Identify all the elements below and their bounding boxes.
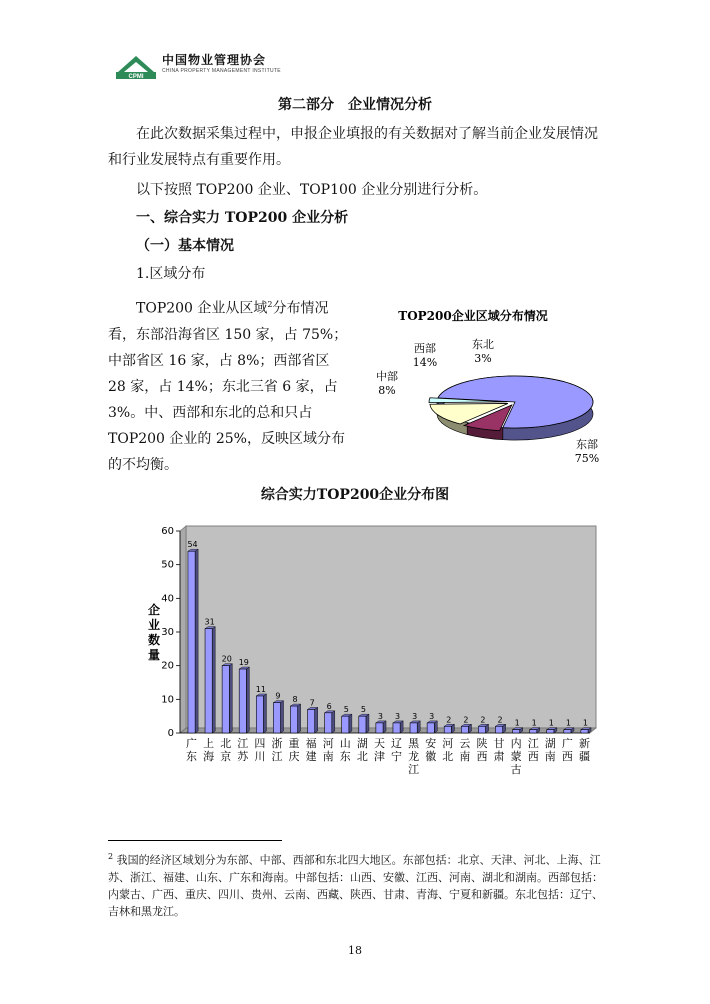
y-axis-label-char: 业 <box>147 618 161 632</box>
x-tick-label-char: 辽 <box>391 737 403 750</box>
bar-value-label: 1 <box>514 718 520 728</box>
x-tick-label-char: 北 <box>442 750 454 763</box>
bar-云南 <box>461 726 468 733</box>
x-tick-label-char: 云 <box>459 737 471 750</box>
x-tick-label-char: 北 <box>356 750 368 763</box>
x-tick-label-char: 宁 <box>391 750 403 763</box>
bar-安徽 <box>427 723 434 733</box>
x-tick-label-char: 河 <box>442 737 454 750</box>
bar-黑龙江 <box>410 723 417 733</box>
heading-2: （一）基本情况 <box>136 238 234 254</box>
x-tick-label-char: 南 <box>322 750 334 763</box>
bar-江苏 <box>239 669 246 733</box>
x-tick-label-char: 建 <box>305 750 317 763</box>
x-tick-label-char: 江 <box>271 750 283 763</box>
section-title: 第二部分 企业情况分析 <box>278 97 432 113</box>
org-name-cn: 中国物业管理协会 <box>162 53 267 67</box>
footnote-rule <box>108 840 282 841</box>
x-tick-label-char: 京 <box>220 750 232 763</box>
pie-label-name: 东部 <box>576 438 598 451</box>
x-tick-label-char: 山 <box>339 737 351 750</box>
bar-湖北 <box>359 716 366 733</box>
bar-value-label: 6 <box>326 701 332 711</box>
y-axis-label-char: 数 <box>147 633 161 647</box>
y-tick-label: 50 <box>161 559 174 571</box>
x-tick-label-char: 蒙 <box>510 750 522 763</box>
bar-湖南 <box>547 730 554 733</box>
x-tick-label-char: 西 <box>476 750 488 763</box>
x-tick-label-char: 津 <box>373 750 385 763</box>
x-tick-label-char: 庆 <box>288 750 300 763</box>
bar-value-label: 3 <box>429 711 435 721</box>
bar-value-label: 2 <box>463 715 469 725</box>
region-paragraph <box>108 292 348 478</box>
x-tick-label-char: 甘 <box>493 737 505 750</box>
bar-value-label: 2 <box>480 715 486 725</box>
x-tick-label-char: 古 <box>510 763 522 776</box>
bar-side <box>349 714 352 733</box>
pie-label-value: 8% <box>378 384 396 397</box>
bar-side <box>298 704 301 733</box>
bar-value-label: 5 <box>360 705 366 715</box>
x-tick-label-char: 徽 <box>425 750 437 763</box>
bar-浙江 <box>273 703 280 733</box>
x-tick-label-char: 龙 <box>408 750 420 763</box>
bar-side <box>263 694 266 733</box>
bar-新疆 <box>581 730 588 733</box>
x-tick-label-char: 江 <box>237 737 249 750</box>
bar-陕西 <box>478 726 485 733</box>
page-number: 18 <box>348 944 362 957</box>
region-paragraph-start: TOP200 企业从区域 <box>136 300 268 317</box>
x-tick-label-char: 肃 <box>493 750 505 763</box>
x-tick-label-char: 南 <box>459 750 471 763</box>
bar-value-label: 5 <box>343 705 349 715</box>
bar-value-label: 2 <box>497 715 503 725</box>
y-tick-label: 0 <box>167 728 174 739</box>
x-tick-label-char: 四 <box>254 737 266 750</box>
pie-chart-title: TOP200企业区域分布情况 <box>398 309 548 323</box>
bar-value-label: 31 <box>204 617 215 627</box>
bar-side <box>315 707 318 733</box>
pie-chart <box>365 302 615 472</box>
footnote-text: 我国的经济区域划分为东部、中部、西部和东北四大地区。东部包括：北京、天津、河北、上海、江苏、浙江、福建、山东、广东和海南。中部包括：山西、安徽、江西、河南、湖北和湖南。西部包括：内蒙古、广西、重庆、四川、贵州、云南、西藏、陕西、甘肃、青海、宁夏和新疆。东北包括：辽宁、吉林和黑龙江。 <box>108 853 603 918</box>
bar-广东 <box>188 551 195 733</box>
footnote-ref[interactable]: 2 <box>267 300 273 309</box>
footnote-number: 2 <box>108 852 114 861</box>
bar-value-label: 9 <box>275 691 281 701</box>
heading-1: 一、综合实力 TOP200 企业分析 <box>136 210 349 226</box>
x-tick-label-char: 南 <box>544 750 556 763</box>
x-tick-label-char: 广 <box>561 737 573 750</box>
bar-value-label: 1 <box>531 718 537 728</box>
x-tick-label-char: 苏 <box>237 750 249 763</box>
bar-chart-title: 综合实力TOP200企业分布图 <box>260 487 450 503</box>
bar-辽宁 <box>393 723 400 733</box>
bar-side <box>229 664 232 733</box>
pie-label-name: 东北 <box>472 338 494 351</box>
pie-label-name: 中部 <box>376 370 398 383</box>
y-axis-label-char: 企 <box>147 603 161 617</box>
bar-value-label: 3 <box>412 711 418 721</box>
bar-side <box>195 549 198 733</box>
bar-value-label: 54 <box>187 540 198 550</box>
bar-天津 <box>376 723 383 733</box>
x-tick-label-char: 东 <box>186 750 198 763</box>
bar-甘肃 <box>495 726 502 733</box>
y-tick-label: 40 <box>161 593 174 605</box>
x-tick-label-char: 湖 <box>356 737 368 750</box>
x-tick-label-char: 黑 <box>408 737 420 750</box>
bar-山东 <box>342 716 349 733</box>
bar-side <box>246 667 249 733</box>
y-tick-label: 10 <box>161 694 174 706</box>
bar-河北 <box>444 726 451 733</box>
pie-label-value: 75% <box>574 452 600 465</box>
bar-上海 <box>205 629 212 733</box>
bar-value-label: 8 <box>292 695 298 705</box>
x-tick-label-char: 西 <box>527 750 539 763</box>
x-tick-label-char: 疆 <box>578 750 590 763</box>
x-tick-label-char: 浙 <box>271 737 283 750</box>
bar-value-label: 19 <box>238 658 249 668</box>
bar-value-label: 1 <box>548 718 554 728</box>
bar-福建 <box>308 709 315 733</box>
x-tick-label-char: 上 <box>203 737 215 750</box>
bar-value-label: 2 <box>446 715 452 725</box>
bar-value-label: 1 <box>582 718 589 728</box>
pie-label-value: 14% <box>412 356 438 369</box>
x-tick-label-char: 海 <box>203 750 215 763</box>
intro-paragraph: 在此次数据采集过程中，申报企业填报的有关数据对了解当前企业发展情况和行业发展特点有重要作用。 <box>108 126 598 168</box>
pie-label-name: 西部 <box>414 342 436 355</box>
x-tick-label-char: 重 <box>288 737 300 750</box>
bar-side <box>332 711 335 733</box>
bar-side <box>366 714 369 733</box>
org-name-en: CHINA PROPERTY MANAGEMENT INSTITUTE <box>162 68 281 74</box>
x-tick-label-char: 湖 <box>544 737 556 750</box>
x-tick-label-char: 北 <box>220 737 232 750</box>
region-paragraph-rest: 分布情况看，东部沿海省区 150 家，占 75%；中部省区 16 家，占 8%；西部省区 28 家，占 14%；东北三省 6 家，占 3%。中、西部和东北的总和只占 TOP200 企业的 25%，反映区域分布的不均衡。 <box>108 300 348 473</box>
x-tick-label-char: 天 <box>373 737 385 750</box>
x-tick-label-char: 陕 <box>476 737 488 750</box>
y-axis-label-char: 量 <box>147 648 161 662</box>
bar-value-label: 1 <box>565 718 571 728</box>
bar-四川 <box>256 696 263 733</box>
heading-3: 1.区域分布 <box>136 266 206 282</box>
bar-内蒙古 <box>513 730 520 733</box>
bar-chart <box>140 510 610 780</box>
x-tick-label-char: 安 <box>425 737 437 750</box>
x-tick-label-char: 川 <box>254 750 266 763</box>
bar-北京 <box>222 666 229 733</box>
bar-重庆 <box>290 706 297 733</box>
y-tick-label: 20 <box>161 660 174 672</box>
plot-left-wall <box>180 526 186 733</box>
bar-广西 <box>564 730 571 733</box>
bar-side <box>281 701 284 733</box>
bar-value-label: 3 <box>394 711 401 721</box>
bar-value-label: 11 <box>255 684 266 694</box>
logo-mark: CPMI <box>128 74 144 80</box>
bar-江西 <box>530 730 537 733</box>
bar-河南 <box>325 713 332 733</box>
bar-value-label: 20 <box>221 654 232 664</box>
x-tick-label-char: 广 <box>186 737 198 750</box>
bar-side <box>212 627 215 733</box>
bar-value-label: 7 <box>309 698 315 708</box>
x-tick-label-char: 东 <box>339 750 351 763</box>
x-tick-label-char: 新 <box>578 737 590 750</box>
x-tick-label-char: 江 <box>408 763 420 776</box>
pie-label-value: 3% <box>474 352 492 365</box>
x-tick-label-char: 江 <box>527 737 539 750</box>
x-tick-label-char: 河 <box>322 737 334 750</box>
x-tick-label-char: 福 <box>305 737 317 750</box>
y-tick-label: 30 <box>161 627 174 638</box>
x-tick-label-char: 西 <box>561 750 573 763</box>
intro-paragraph-2: 以下按照 TOP200 企业、TOP100 企业分别进行分析。 <box>136 182 488 198</box>
x-tick-label-char: 内 <box>510 737 522 750</box>
footnote <box>108 848 613 920</box>
bar-value-label: 3 <box>377 711 384 721</box>
y-tick-label: 60 <box>161 526 174 537</box>
